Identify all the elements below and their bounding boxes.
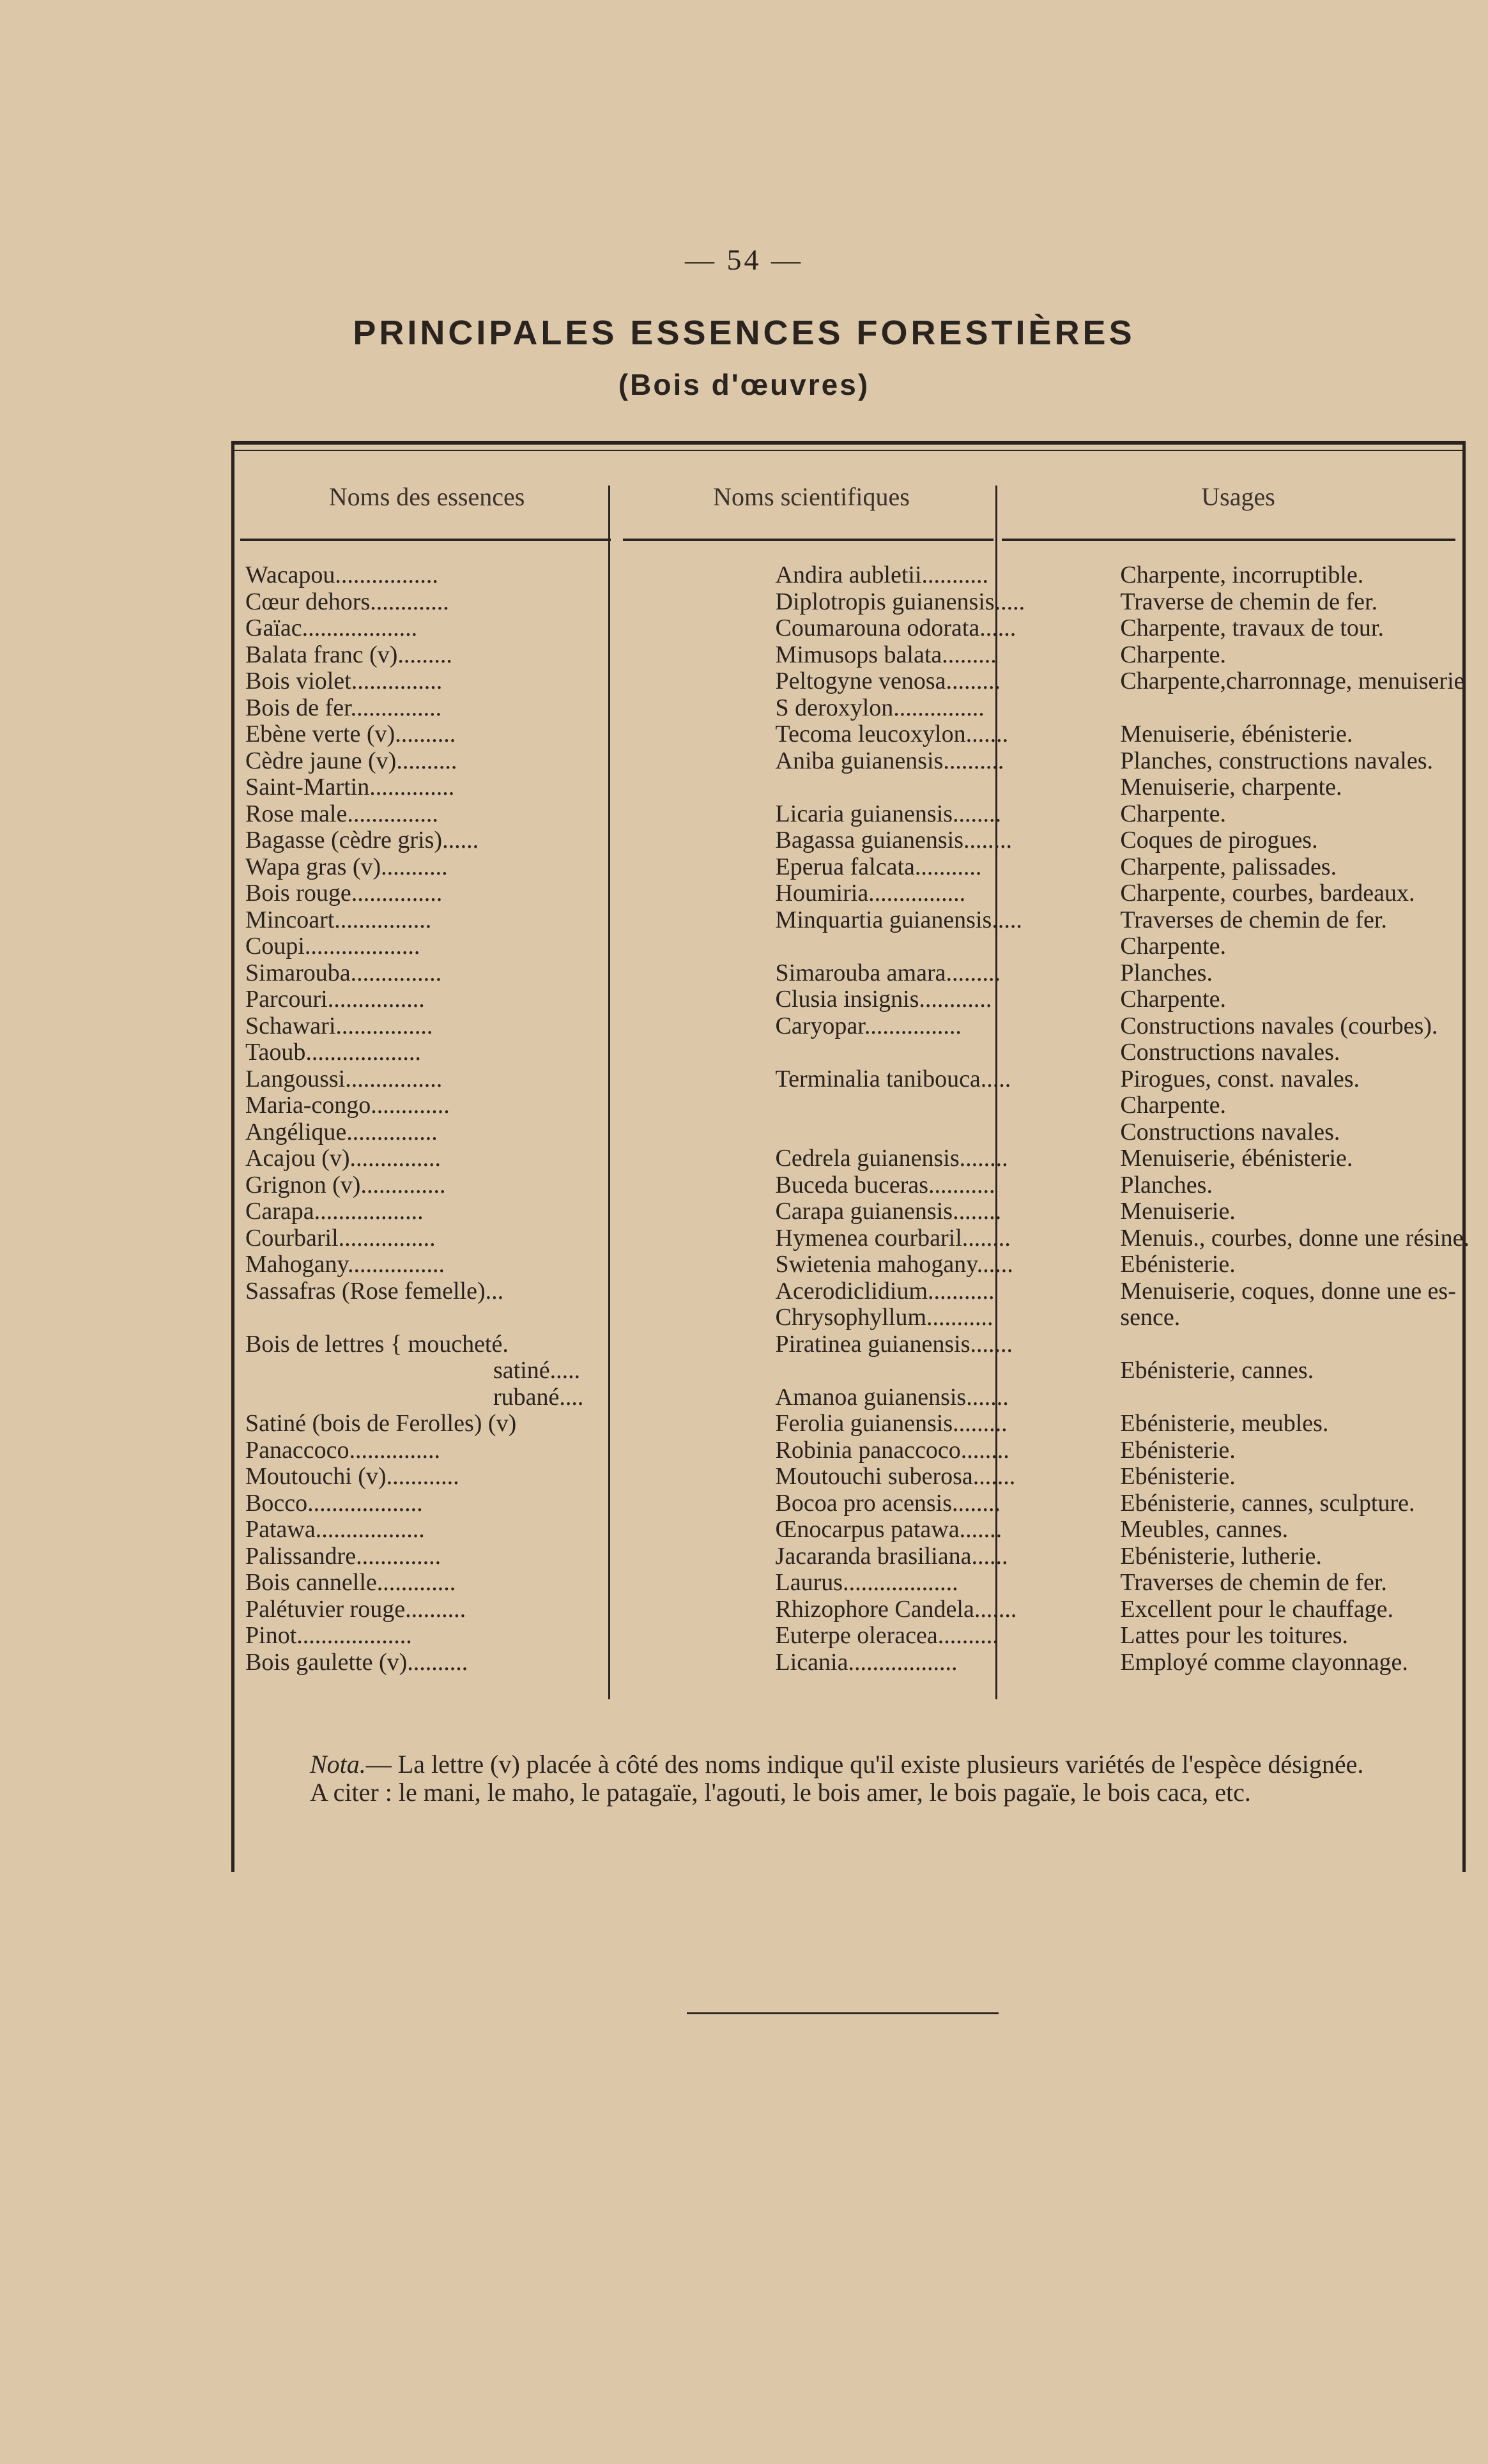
cell-scientific-name: Hymenea courbaril........	[775, 1224, 1011, 1251]
cell-usage: Planches.	[1120, 959, 1213, 986]
nota-block	[275, 1750, 1425, 1807]
table-row	[243, 1198, 1469, 1225]
cell-scientific-name: Andira aubletii...........	[775, 562, 989, 588]
cell-common-name: Pinot...................	[245, 1622, 412, 1649]
cell-usage: Charpente, incorruptible.	[1120, 562, 1364, 588]
cell-common-name: Ebène verte (v)..........	[245, 721, 456, 747]
cell-usage: Menuiserie, charpente.	[1120, 774, 1342, 800]
cell-common-name: Acajou (v)...............	[245, 1145, 441, 1172]
page-title: PRINCIPALES ESSENCES FORESTIÈRES	[353, 314, 1135, 352]
header-scientific-names: Noms scientifiques	[713, 482, 910, 511]
cell-common-name: Angélique...............	[245, 1118, 438, 1145]
header-rule-1	[240, 539, 611, 541]
cell-common-name: Bois de lettres { moucheté.	[245, 1330, 509, 1358]
cell-common-name: Schawari................	[245, 1012, 433, 1039]
cell-common-name: Cœur dehors.............	[245, 588, 449, 615]
cell-usage: Charpente.	[1120, 986, 1227, 1013]
cell-scientific-name: Robinia panaccoco........	[775, 1436, 1009, 1464]
table-row	[243, 695, 1469, 722]
bottom-rule	[687, 2012, 999, 2014]
cell-common-name: Parcouri................	[245, 986, 425, 1013]
cell-scientific-name: Moutouchi suberosa.......	[775, 1463, 1016, 1490]
cell-usage: Constructions navales.	[1120, 1118, 1340, 1145]
cell-usage: Ebénisterie.	[1120, 1251, 1236, 1278]
cell-common-name: Courbaril................	[245, 1224, 436, 1251]
table-row	[243, 642, 1469, 669]
nota-line-1: — La lettre (v) placée à côté des noms indique qu'il existe plusieurs variétés de l'espèce désignée.	[365, 1750, 1364, 1779]
cell-scientific-name: Terminalia tanibouca.....	[775, 1065, 1011, 1092]
table-row	[243, 801, 1469, 828]
table-row	[243, 933, 1469, 960]
cell-usage: Constructions navales.	[1120, 1039, 1340, 1066]
cell-scientific-name: Bocoa pro acensis........	[775, 1489, 1001, 1517]
cell-usage: Charpente,charronnage, menuiserie	[1120, 668, 1465, 694]
table-row	[243, 668, 1469, 695]
cell-scientific-name: S deroxylon...............	[775, 694, 985, 721]
cell-common-name: Maria-congo.............	[245, 1092, 450, 1119]
cell-common-name: Langoussi................	[245, 1065, 443, 1092]
cell-scientific-name: Chrysophyllum...........	[775, 1304, 993, 1331]
table-row	[243, 1278, 1469, 1305]
cell-scientific-name: Euterpe oleracea..........	[775, 1622, 999, 1649]
cell-common-name: Wacapou.................	[245, 562, 438, 588]
table-row	[243, 1039, 1469, 1066]
table-row	[243, 1092, 1469, 1119]
cell-usage: Lattes pour les toitures.	[1120, 1622, 1349, 1649]
table-row	[243, 1251, 1469, 1278]
header-rule-2	[623, 539, 993, 541]
cell-scientific-name: Tecoma leucoxylon.......	[775, 721, 1009, 747]
header-uses: Usages	[1201, 482, 1275, 511]
cell-usage: Planches.	[1120, 1171, 1213, 1198]
cell-usage: Menuiserie.	[1120, 1198, 1236, 1225]
nota-line-2: A citer : le mani, le maho, le patagaïe, l'agouti, le bois amer, le bois pagaïe, le bois caca, etc.	[310, 1778, 1251, 1807]
table-row	[243, 1013, 1469, 1040]
cell-common-name: Wapa gras (v)...........	[245, 853, 448, 880]
header-rule-3	[1002, 539, 1455, 541]
table-row	[243, 1358, 1469, 1384]
cell-scientific-name: Peltogyne venosa.........	[775, 668, 1001, 694]
cell-usage: Planches, constructions navales.	[1120, 747, 1434, 774]
table-row	[243, 1411, 1469, 1437]
cell-common-name: Simarouba...............	[245, 959, 442, 986]
cell-usage: Traverses de chemin de fer.	[1120, 906, 1387, 933]
cell-common-name: Coupi...................	[245, 933, 420, 960]
table-row	[243, 1066, 1469, 1093]
cell-usage: Ebénisterie, meubles.	[1120, 1410, 1329, 1437]
table-row	[243, 1464, 1469, 1490]
cell-scientific-name: Mimusops balata.........	[775, 641, 997, 668]
cell-scientific-name: Laurus...................	[775, 1569, 958, 1596]
cell-common-name: Patawa..................	[245, 1516, 425, 1543]
table-row	[243, 1437, 1469, 1464]
cell-usage: Charpente.	[1120, 1092, 1227, 1119]
cell-usage: Charpente, palissades.	[1120, 853, 1337, 880]
table-row	[243, 1517, 1469, 1543]
table-row	[243, 1623, 1469, 1649]
cell-usage	[1114, 1331, 1469, 1358]
cell-common-name: Palissandre..............	[245, 1542, 441, 1570]
table-row	[243, 880, 1469, 907]
cell-common-name: satiné.....	[493, 1357, 581, 1384]
cell-common-name: Saint-Martin..............	[245, 774, 455, 800]
cell-common-name: Moutouchi (v)............	[245, 1463, 459, 1490]
cell-common-name: Rose male...............	[245, 800, 438, 827]
cell-scientific-name: Ferolia guianensis.........	[775, 1410, 1008, 1437]
cell-scientific-name: Jacaranda brasiliana......	[775, 1542, 1008, 1570]
page-number: — 54 —	[685, 243, 803, 276]
cell-common-name: Sassafras (Rose femelle)...	[245, 1277, 504, 1305]
cell-usage: Constructions navales (courbes).	[1120, 1012, 1438, 1039]
cell-common-name: Cèdre jaune (v)..........	[245, 747, 457, 774]
cell-usage: Ebénisterie, cannes, sculpture.	[1120, 1489, 1415, 1517]
table-row	[243, 1490, 1469, 1517]
table-row	[243, 562, 1469, 589]
cell-common-name: Gaïac...................	[245, 615, 418, 641]
cell-usage: Charpente, travaux de tour.	[1120, 615, 1384, 641]
cell-usage: Pirogues, const. navales.	[1120, 1065, 1360, 1092]
cell-scientific-name: Bagassa guianensis........	[775, 827, 1012, 853]
cell-common-name: rubané....	[493, 1383, 584, 1411]
cell-usage: Ebénisterie, cannes.	[1120, 1357, 1314, 1384]
cell-common-name: Grignon (v)..............	[245, 1171, 446, 1198]
cell-scientific-name: Œnocarpus patawa.......	[775, 1516, 1002, 1543]
table-row	[243, 721, 1469, 748]
cell-common-name: Balata franc (v).........	[245, 641, 452, 668]
cell-usage: Ebénisterie.	[1120, 1463, 1236, 1490]
cell-usage: Menuiserie, ébénisterie.	[1120, 721, 1353, 747]
cell-usage: Charpente.	[1120, 800, 1227, 827]
cell-scientific-name	[769, 1119, 1114, 1146]
cell-usage: Employé comme clayonnage.	[1120, 1648, 1408, 1676]
cell-common-name: Bocco...................	[245, 1489, 423, 1517]
header-common-names: Noms des essences	[328, 482, 525, 511]
cell-scientific-name	[769, 1358, 1114, 1384]
cell-scientific-name: Licaria guianensis........	[775, 800, 1002, 827]
table-row	[243, 1305, 1469, 1331]
cell-usage	[1114, 695, 1469, 722]
cell-common-name: Bois gaulette (v)..........	[245, 1648, 468, 1676]
cell-common-name: Bagasse (cèdre gris)......	[245, 827, 479, 853]
cell-scientific-name: Diplotropis guianensis.....	[775, 588, 1025, 615]
table-row	[243, 774, 1469, 801]
table-row	[243, 1596, 1469, 1623]
cell-scientific-name: Houmiria................	[775, 880, 966, 907]
cell-scientific-name: Carapa guianensis........	[775, 1198, 1002, 1225]
table-header	[238, 482, 1459, 533]
cell-usage: Menuiserie, ébénisterie.	[1120, 1145, 1353, 1172]
nota-label: Nota.	[310, 1750, 366, 1779]
table-row	[243, 1543, 1469, 1570]
cell-scientific-name	[769, 774, 1114, 801]
table-row	[243, 907, 1469, 934]
cell-scientific-name: Cedrela guianensis........	[775, 1145, 1008, 1172]
cell-common-name: Taoub...................	[245, 1039, 421, 1066]
cell-usage	[1114, 1384, 1469, 1411]
cell-scientific-name: Rhizophore Candela.......	[775, 1595, 1017, 1623]
cell-common-name	[243, 1305, 769, 1331]
cell-common-name: Bois cannelle.............	[245, 1569, 456, 1596]
cell-scientific-name	[769, 1092, 1114, 1119]
cell-usage: sence.	[1120, 1304, 1181, 1331]
cell-scientific-name: Clusia insignis............	[775, 986, 992, 1013]
table-row	[243, 854, 1469, 881]
cell-common-name: Satiné (bois de Ferolles) (v)	[245, 1410, 517, 1437]
cell-usage: Charpente.	[1120, 641, 1227, 668]
cell-common-name: Panaccoco...............	[245, 1436, 440, 1464]
cell-common-name: Carapa..................	[245, 1198, 424, 1225]
table-row	[243, 1172, 1469, 1199]
cell-scientific-name: Eperua falcata...........	[775, 853, 982, 880]
cell-common-name: Bois violet...............	[245, 668, 443, 694]
cell-common-name: Bois de fer...............	[245, 694, 442, 721]
cell-usage: Meubles, cannes.	[1120, 1516, 1289, 1543]
cell-scientific-name	[769, 1039, 1114, 1066]
cell-scientific-name: Simarouba amara.........	[775, 959, 1001, 986]
table-row	[243, 589, 1469, 616]
cell-usage: Ebénisterie, lutherie.	[1120, 1542, 1322, 1570]
table-row	[243, 960, 1469, 987]
table-row	[243, 1331, 1469, 1358]
cell-common-name: Bois rouge...............	[245, 880, 443, 907]
table-row	[243, 1384, 1469, 1411]
table-row	[243, 1225, 1469, 1252]
cell-scientific-name: Piratinea guianensis.......	[775, 1330, 1013, 1358]
cell-scientific-name: Licania..................	[775, 1648, 958, 1676]
cell-scientific-name: Swietenia mahogany......	[775, 1251, 1013, 1278]
cell-scientific-name: Coumarouna odorata......	[775, 615, 1016, 641]
cell-scientific-name: Caryopar................	[775, 1012, 962, 1039]
cell-usage: Ebénisterie.	[1120, 1436, 1236, 1464]
table-row	[243, 1145, 1469, 1172]
cell-common-name: Palétuvier rouge..........	[245, 1595, 466, 1623]
essences-table	[243, 562, 1469, 1676]
table-row	[243, 1649, 1469, 1676]
cell-scientific-name: Acerodiclidium...........	[775, 1277, 995, 1305]
cell-usage: Coques de pirogues.	[1120, 827, 1318, 853]
cell-usage: Traverses de chemin de fer.	[1120, 1569, 1387, 1596]
cell-usage: Menuis., courbes, donne une résine.	[1120, 1224, 1469, 1251]
cell-usage: Traverse de chemin de fer.	[1120, 588, 1378, 615]
table-row	[243, 1570, 1469, 1596]
cell-usage: Charpente.	[1120, 933, 1227, 960]
cell-common-name: Mincoart................	[245, 906, 432, 933]
cell-usage: Charpente, courbes, bardeaux.	[1120, 880, 1415, 907]
cell-scientific-name: Amanoa guianensis.......	[775, 1383, 1009, 1411]
table-row	[243, 615, 1469, 642]
cell-usage: Menuiserie, coques, donne une es-	[1120, 1277, 1456, 1305]
table-row	[243, 986, 1469, 1013]
cell-scientific-name: Minquartia guianensis.....	[775, 906, 1022, 933]
table-row	[243, 827, 1469, 854]
page-subtitle: (Bois d'œuvres)	[618, 368, 870, 401]
table-row	[243, 748, 1469, 775]
cell-scientific-name: Aniba guianensis..........	[775, 747, 1004, 774]
cell-scientific-name: Buceda buceras...........	[775, 1171, 995, 1198]
table-row	[243, 1119, 1469, 1146]
cell-common-name: Mahogany................	[245, 1251, 445, 1278]
cell-usage: Excellent pour le chauffage.	[1120, 1595, 1394, 1623]
cell-scientific-name	[769, 933, 1114, 960]
